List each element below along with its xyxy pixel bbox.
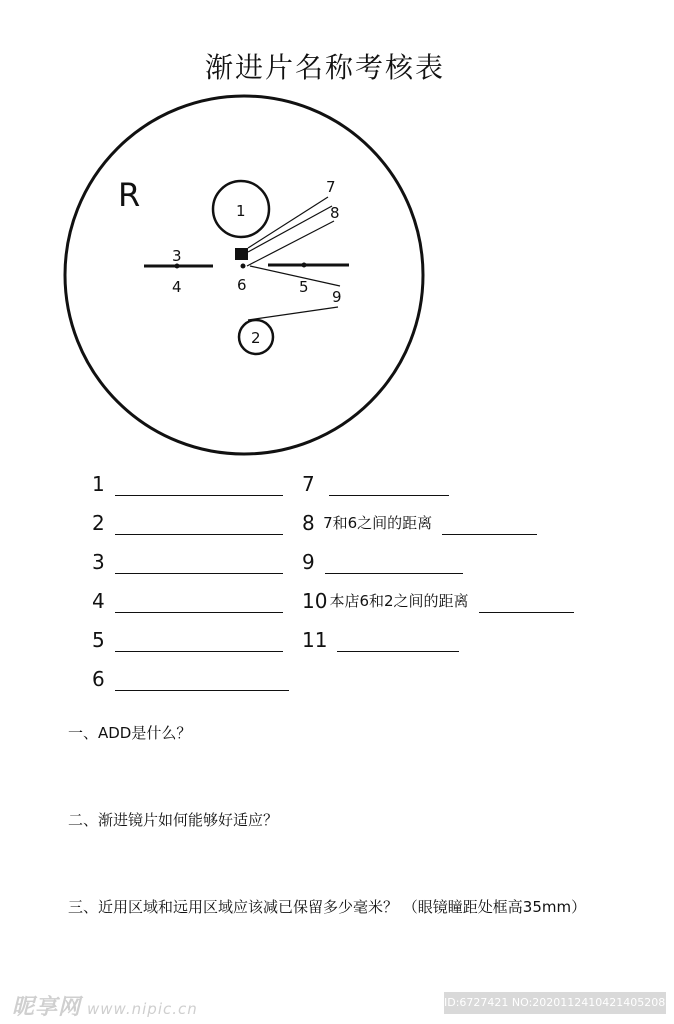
answer-item-8 <box>302 511 537 535</box>
label-8: 8 <box>330 204 340 222</box>
leader-line-9a <box>250 266 340 286</box>
label-9: 9 <box>332 288 342 306</box>
lens-outline <box>65 96 423 454</box>
answer-blank[interactable] <box>479 590 574 613</box>
answer-item-3 <box>92 550 283 574</box>
item-number: 5 <box>92 628 105 652</box>
label-1: 1 <box>236 202 246 220</box>
leader-line-9b <box>248 307 338 320</box>
answer-item-10 <box>302 589 574 613</box>
item-number: 3 <box>92 550 105 574</box>
watermark-id-badge: ID:6727421 NO:20201124104214052086 <box>444 992 666 1014</box>
answer-blank[interactable] <box>337 629 459 652</box>
item-number: 9 <box>302 550 315 574</box>
answer-blank[interactable] <box>115 629 283 652</box>
fitting-cross-square <box>235 248 248 260</box>
answer-item-9 <box>302 550 463 574</box>
page-title: 渐进片名称考核表 <box>204 51 445 84</box>
question-1: 一、ADD是什么？ <box>68 724 192 742</box>
leader-line-7 <box>248 197 328 248</box>
answer-blank[interactable] <box>115 590 283 613</box>
answer-blank[interactable] <box>115 512 283 535</box>
label-7: 7 <box>326 178 336 196</box>
answer-item-5 <box>92 628 283 652</box>
eye-label: R <box>118 176 141 214</box>
answer-item-6 <box>92 667 289 691</box>
label-2: 2 <box>251 329 261 347</box>
answer-blank[interactable] <box>329 473 449 496</box>
label-5: 5 <box>299 278 309 296</box>
item-number: 2 <box>92 511 105 535</box>
item-description: 7和6之间的距离 <box>323 514 433 532</box>
answer-blank[interactable] <box>115 473 283 496</box>
answer-item-11 <box>302 628 459 652</box>
item-number: 10 <box>302 589 328 613</box>
answer-blank[interactable] <box>115 551 283 574</box>
label-6: 6 <box>237 276 247 294</box>
watermark-site: www.nipic.cn <box>87 1000 198 1018</box>
answer-item-1 <box>92 472 283 496</box>
answer-blank[interactable] <box>442 512 537 535</box>
right-engraving-dot <box>302 263 307 268</box>
answer-blank[interactable] <box>115 668 289 691</box>
watermark-brand <box>12 990 198 1021</box>
answer-blank[interactable] <box>325 551 463 574</box>
prism-reference-dot <box>241 264 246 269</box>
item-number: 1 <box>92 472 105 496</box>
item-number: 8 <box>302 511 315 535</box>
leader-line-8b <box>247 221 334 266</box>
item-number: 7 <box>302 472 315 496</box>
label-4: 4 <box>172 278 182 296</box>
item-number: 4 <box>92 589 105 613</box>
item-number: 11 <box>302 628 328 652</box>
answer-item-2 <box>92 511 283 535</box>
item-description: 本店6和2之间的距离 <box>329 592 469 610</box>
answer-item-4 <box>92 589 283 613</box>
question-2: 二、渐进镜片如何能够好适应？ <box>68 811 279 829</box>
item-number: 6 <box>92 667 105 691</box>
question-3: 三、近用区域和远用区域应该减已保留多少毫米？ （眼镜瞳距处框高35mm） <box>68 898 587 916</box>
watermark-brand-name: 昵享网 <box>12 995 82 1020</box>
progressive-lens-diagram <box>0 0 674 470</box>
answer-item-7 <box>302 472 449 496</box>
label-3: 3 <box>172 247 182 265</box>
